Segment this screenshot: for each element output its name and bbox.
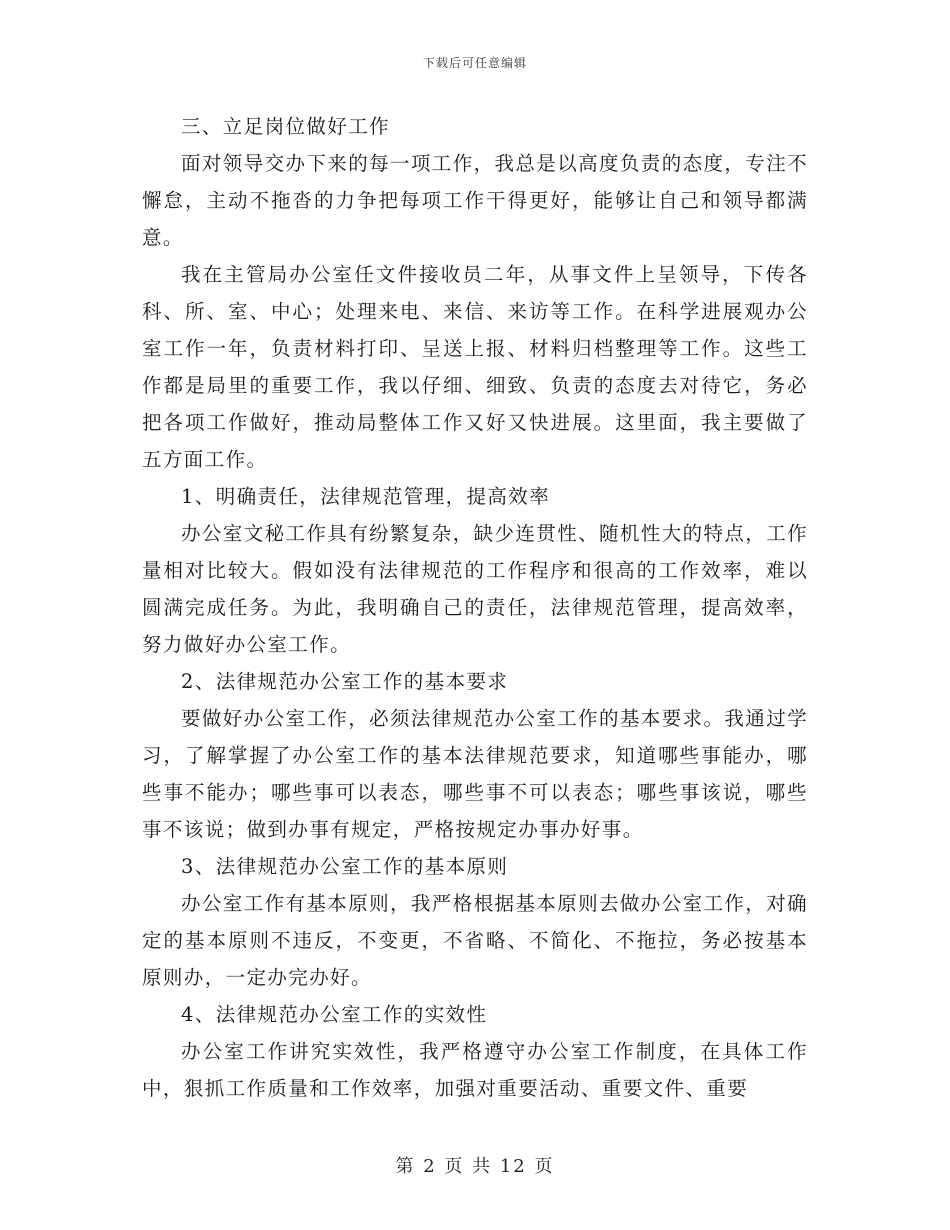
page-footer [0,1152,950,1178]
body-paragraph: 我在主管局办公室任文件接收员二年，从事文件上呈领导，下传各科、所、室、中心；处理来电、来信、来访等工作。在科学进展观办公室工作一年，负责材料打印、呈送上报、材料归档整理等工作。这些工作都是局里的重要工作，我以仔细、细致、负责的态度去对待它，务必把各项工作做好，推动局整体工作又好又快进展。这里面，我主要做了五方面工作。 [142,263,808,471]
subsection-heading: 3、法律规范办公室工作的基本原则 [181,855,509,878]
section-heading: 三、立足岗位做好工作 [181,115,391,138]
header-note: 下载后可任意编辑 [422,56,527,70]
subsection-heading: 1、明确责任，法律规范管理，提高效率 [181,485,551,508]
body-paragraph: 要做好办公室工作，必须法律规范办公室工作的基本要求。我通过学习，了解掌握了办公室工作的基本法律规范要求，知道哪些事能办，哪些事不能办；哪些事可以表态，哪些事不可以表态；哪些事该说，哪些事不该说；做到办事有规定，严格按规定办事办好事。 [142,707,809,841]
subsection-heading: 4、法律规范办公室工作的实效性 [181,1003,488,1026]
body-paragraph: 办公室文秘工作具有纷繁复杂，缺少连贯性、随机性大的特点，工作量相对比较大。假如没有法律规范的工作程序和很高的工作效率，难以圆满完成任务。为此，我明确自己的责任，法律规范管理，提高效率，努力做好办公室工作。 [142,522,809,656]
body-paragraph: 办公室工作有基本原则，我严格根据基本原则去做办公室工作，对确定的基本原则不违反，不变更，不省略、不简化、不拖拉，务必按基本原则办，一定办完办好。 [142,892,809,989]
body-paragraph: 办公室工作讲究实效性，我严格遵守办公室工作制度，在具体工作中，狠抓工作质量和工作效率，加强对重要活动、重要文件、重要 [142,1040,808,1100]
subsection-heading: 2、法律规范办公室工作的基本要求 [181,670,509,693]
document-body [142,108,808,1107]
body-paragraph: 面对领导交办下来的每一项工作，我总是以高度负责的态度，专注不懈怠，主动不拖沓的力争把每项工作干得更好，能够让自己和领导都满意。 [142,152,809,249]
page-number-label: 第 2 页 共 12 页 [395,1156,555,1177]
